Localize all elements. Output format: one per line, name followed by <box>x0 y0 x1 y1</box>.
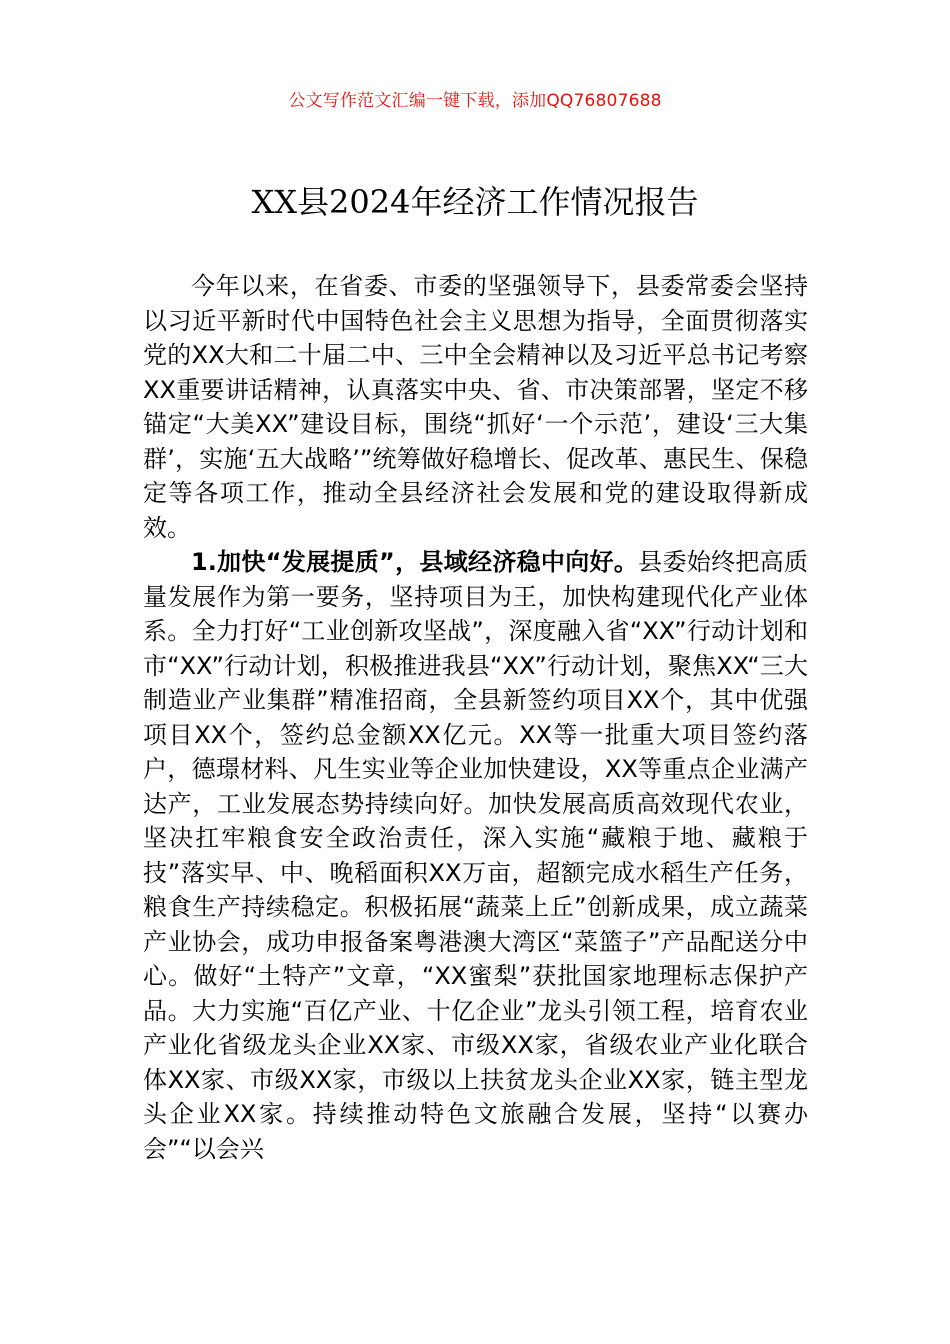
section-1-heading: 1.加快“发展提质”，县域经济稳中向好。 <box>191 548 639 576</box>
report-title: XX县2024年经济工作情况报告 <box>251 183 699 221</box>
section-1-text: 县委始终把高质量发展作为第一要务，坚持项目为王，加快构建现代化产业体系。全力打好“工业创新攻坚战”，深度融入省“XX”行动计划和市“XX”行动计划，积极推进我县“XX”行动计划，聚焦XX“三大制造业产业集群”精准招商，全县新签约项目XX个，其中优强项目XX个，签约总金额XX亿元。XX等一批重大项目签约落户，德璟材料、凡生实业等企业加快建设，XX等重点企业满产达产，工业发展态势持续向好。加快发展高质高效现代农业，坚决扛牢粮食安全政治责任，深入实施“藏粮于地、藏粮于技”落实早、中、晚稻面积XX万亩，超额完成水稻生产任务，粮食生产持续稳定。积极拓展“蔬菜上丘”创新成果，成立蔬菜产业协会，成功申报备案粤港澳大湾区“菜篮子”产品配送分中心。做好“土特产”文章，“XX蜜梨”获批国家地理标志保护产品。大力实施“百亿产业、十亿企业”龙头引领工程，培育农业产业化省级龙头企业XX家、市级XX家，省级农业产业化联合体XX家、市级XX家，市级以上扶贫龙头企业XX家，链主型龙头企业XX家。持续推动特色文旅融合发展，坚持“以赛办会”“以会兴 <box>143 548 809 1163</box>
paragraph-intro <box>143 269 808 545</box>
download-notice: 公文写作范文汇编一键下载，添加QQ76807688 <box>288 91 662 111</box>
paragraph-intro-text: 今年以来，在省委、市委的坚强领导下，县委常委会坚持以习近平新时代中国特色社会主义思想为指导，全面贯彻落实党的XX大和二十届二中、三中全会精神以及习近平总书记考察XX重要讲话精神，认真落实中央、省、市决策部署，坚定不移锚定“大美XX”建设目标，围绕“抓好‘一个示范’，建设‘三大集群’，实施‘五大战略’”统筹做好稳增长、促改革、惠民生、保稳定等各项工作，推动全县经济社会发展和党的建设取得新成效。 <box>143 272 808 542</box>
paragraph-section-1 <box>143 545 808 1166</box>
report-body <box>143 269 808 1166</box>
